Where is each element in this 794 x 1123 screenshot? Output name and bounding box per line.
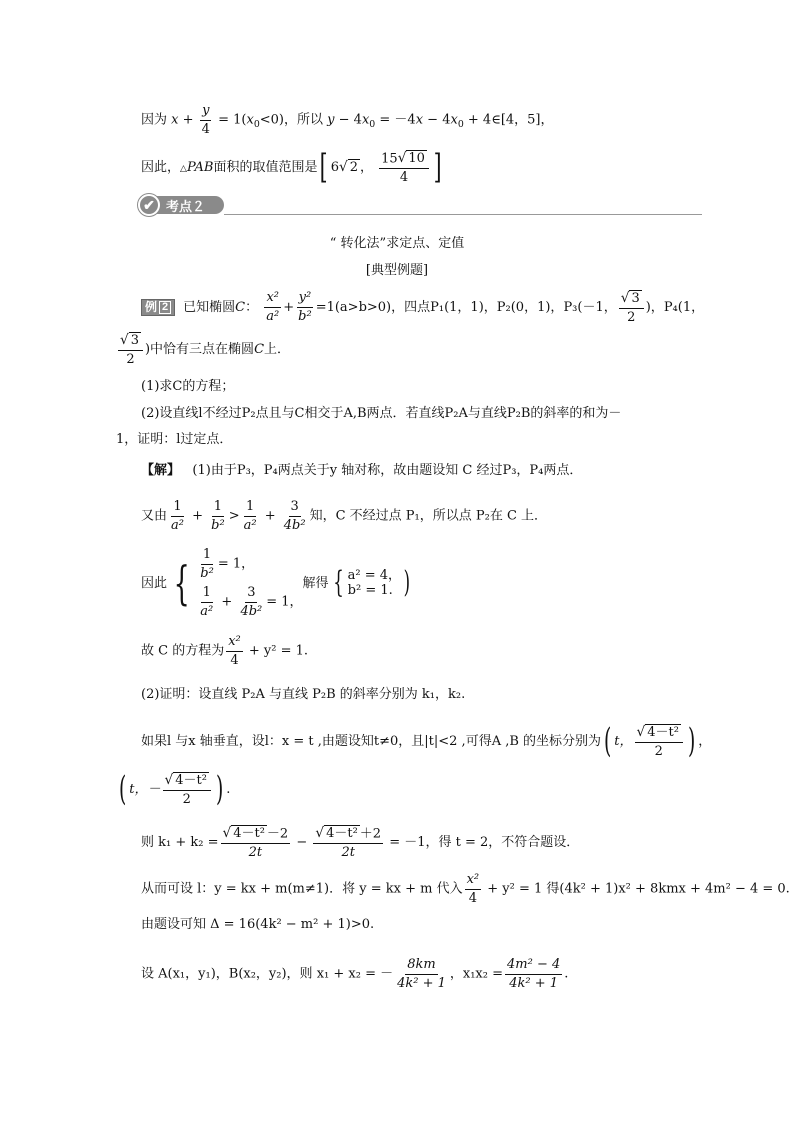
num: y²	[297, 291, 314, 308]
radicand: 4－t²	[233, 826, 265, 841]
num: 1	[201, 548, 213, 565]
text: P₁(1，1)，	[430, 299, 497, 315]
text: 因此	[141, 575, 168, 591]
divider	[224, 214, 702, 215]
solution-10: 由题设可知 Δ = 16(4k² − m² + 1)>0.	[141, 917, 375, 932]
fraction: √ 4－t² ＋2 2t	[315, 825, 382, 860]
fraction	[465, 873, 482, 905]
question-2a: (2)设直线l不经过P₂点且与C相交于A,B两点．若直线P₂A与直线P₂B的斜率的和为－	[141, 406, 622, 421]
radicand: 3	[130, 333, 139, 348]
var: x	[415, 112, 424, 128]
fraction: √ 3 2	[619, 290, 644, 325]
text: 如果l 与x 轴垂直，设l：x = t ,由题设知t≠0，且|t|<2 ,可得A ,B 的坐标分别为	[141, 733, 602, 749]
den: a²	[266, 308, 280, 324]
fraction: 15 √ 10 4	[379, 150, 429, 185]
sqrt: √ 2	[339, 158, 358, 176]
text: − 4	[423, 112, 451, 128]
var: x	[171, 112, 179, 128]
num: x²	[226, 635, 243, 652]
right-paren: )	[215, 769, 224, 810]
text: = 1(	[218, 112, 247, 128]
op: +	[283, 299, 295, 315]
solution-3	[141, 548, 413, 619]
den: 2t	[341, 844, 355, 860]
example-badge	[141, 299, 175, 316]
example-line	[141, 290, 704, 325]
text: (1)由于P₃，P₄两点关于y 轴对称，故由题设知 C 经过P₃，P₄两点．	[192, 463, 583, 478]
fraction: √ 4－t² －2 2t	[222, 825, 289, 860]
text: P₃(－1，	[563, 299, 617, 315]
text: )中恰有三点在椭圆	[144, 341, 255, 357]
num: 1	[244, 500, 256, 517]
badge-label: 考点２	[166, 198, 206, 214]
num: 1	[171, 500, 183, 517]
solution-2	[141, 500, 547, 532]
var: y	[327, 112, 335, 128]
radicand: 4－t²	[647, 725, 679, 740]
radicand: 4－t²	[326, 826, 358, 841]
fraction	[282, 500, 308, 532]
num-tail: ＋2	[359, 826, 382, 842]
radicand: 3	[631, 291, 640, 306]
den: 4k² + 1	[397, 975, 446, 991]
text: = 1，	[217, 556, 255, 572]
den: 4b²	[283, 517, 306, 533]
solution-6: 如果l 与x 轴垂直，设l：x = t ,由题设知t≠0，且|t|<2 ,可得A ,B 的坐标分别为( t， √ 4－t² 2 ) ，	[141, 721, 712, 762]
text: ，x₁x₂ =	[449, 966, 504, 982]
example-line-2	[116, 332, 290, 367]
comma: ，	[359, 159, 373, 175]
den: 2t	[248, 844, 263, 860]
line-1	[141, 104, 554, 136]
text: )，	[645, 299, 664, 315]
fraction	[169, 500, 186, 532]
text: − 4	[334, 112, 362, 128]
num: 15	[381, 151, 398, 167]
fraction	[395, 958, 448, 990]
text: 则 k₁ + k₂ =	[141, 834, 219, 850]
den: 4	[201, 121, 210, 137]
text: = －1，得 t = 2，不符合题设．	[385, 834, 580, 850]
question-1: (1)求C的方程；	[141, 379, 235, 394]
den: b²	[211, 517, 225, 533]
text: 因为	[141, 112, 168, 128]
num: x²	[465, 873, 482, 890]
left-bracket: [	[320, 147, 329, 188]
text: + y² = 1.	[244, 643, 309, 659]
text: t，－	[129, 781, 161, 797]
text: = －4	[375, 112, 416, 128]
left-brace: {	[332, 565, 344, 601]
den: 2	[126, 351, 135, 367]
text: + y² = 1 得(4k² + 1)x² + 8kmx + 4m² − 4 = 0.	[483, 881, 790, 897]
text: 知，C 不经过点 P₁，所以点 P₂在 C 上．	[309, 508, 548, 524]
left-paren: (	[604, 721, 612, 762]
solution-tag: 【解】	[141, 463, 181, 478]
op: +	[187, 508, 208, 524]
num: y	[200, 104, 211, 121]
var: PAB	[186, 159, 214, 175]
check-icon: ✔	[138, 194, 160, 216]
den: 4b²	[240, 603, 263, 619]
text: P₂(0，1)，	[496, 299, 564, 315]
solution-1	[141, 464, 582, 477]
den: a²	[171, 517, 184, 533]
den: 4	[399, 169, 409, 185]
var: C	[254, 341, 265, 357]
fraction	[242, 500, 259, 532]
left-brace: {	[173, 556, 190, 611]
text: 已知椭圆	[183, 299, 236, 315]
right-bracket: ]	[433, 147, 442, 188]
var: x	[246, 112, 254, 128]
question-2b: 1，证明：l过定点．	[116, 432, 233, 447]
fraction	[238, 586, 264, 618]
solution-7: ( t，－ √ 4－t² 2 ) .	[118, 769, 231, 810]
fraction: √ 4－t² 2	[635, 724, 683, 759]
fraction	[226, 635, 243, 667]
solution-9	[141, 873, 790, 905]
badge-text: 例	[145, 300, 158, 315]
text: 又由	[141, 508, 168, 524]
text: = 1，	[266, 594, 303, 610]
fraction	[200, 104, 212, 136]
solution-4	[141, 635, 308, 667]
den: 4k² + 1	[509, 975, 559, 991]
den: 2	[654, 743, 663, 759]
sub: 0	[369, 119, 376, 131]
solution-5: (2)证明：设直线 P₂A 与直线 P₂B 的斜率分别为 k₁，k₂.	[141, 687, 466, 702]
sub: 0	[457, 119, 464, 131]
right-paren: )	[687, 721, 696, 762]
fraction: √ 3 2	[118, 332, 143, 367]
text: P₄(1，	[663, 299, 705, 315]
text: 从而可设 l：y = kx + m(m≠1)．将 y = kx + m 代入	[141, 881, 463, 897]
section-badge	[140, 196, 224, 214]
text: + 4∈[4，5]，	[463, 112, 554, 128]
num: 4m² − 4	[505, 958, 562, 975]
fraction	[209, 500, 227, 532]
fraction	[198, 586, 215, 618]
num: 8km	[405, 958, 437, 975]
num: 3	[245, 586, 257, 603]
num-tail: －2	[266, 826, 289, 842]
var: C	[235, 299, 246, 315]
sub: 0	[253, 119, 260, 131]
text: 因此，	[141, 159, 181, 175]
var: x	[361, 112, 370, 128]
fraction	[264, 291, 281, 323]
op: +	[178, 112, 198, 128]
text: 解得	[302, 575, 329, 591]
radicand: 10	[408, 151, 425, 166]
solution-11	[141, 958, 568, 990]
radicand: 4－t²	[175, 773, 207, 788]
text: 上．	[264, 341, 291, 357]
line-2	[141, 147, 444, 188]
text: b² = 1.	[347, 583, 393, 599]
text: ：	[245, 299, 259, 315]
text: <0)，所以	[259, 112, 324, 128]
den: a²	[200, 603, 214, 619]
den: 4	[230, 652, 239, 668]
text: t，	[614, 733, 633, 749]
equation-system	[167, 548, 303, 619]
text: .	[564, 966, 569, 982]
den: b²	[200, 565, 214, 581]
op: +	[217, 594, 237, 610]
den: 2	[627, 309, 636, 325]
op: +	[260, 508, 280, 524]
text: 故 C 的方程为	[141, 643, 225, 659]
solution-8	[141, 825, 579, 860]
right-paren: )	[403, 565, 411, 601]
section-title: “ 转化法”求定点、定值	[329, 236, 465, 251]
den: 4	[468, 890, 477, 906]
num: 1	[201, 586, 213, 603]
num: 1	[212, 500, 224, 517]
result-system	[329, 565, 413, 601]
fraction	[296, 291, 314, 323]
left-paren: (	[118, 769, 127, 810]
text: =1(a>b>0)，四点	[315, 299, 431, 315]
radicand: 2	[349, 160, 358, 176]
text: a² = 4，	[347, 568, 402, 584]
fraction	[198, 548, 216, 580]
op: −	[292, 834, 312, 850]
text: 设 A(x₁，y₁)，B(x₂，y₂)，则 x₁ + x₂ = －	[141, 966, 394, 982]
badge-num: 2	[159, 301, 171, 314]
fraction: √ 4－t² 2	[163, 772, 211, 807]
den: b²	[298, 308, 312, 324]
op: >	[228, 508, 240, 524]
triangle-icon: △	[180, 163, 187, 174]
num: x²	[264, 291, 281, 308]
var: x	[450, 112, 458, 128]
num: 3	[289, 500, 301, 517]
fraction	[505, 958, 562, 990]
section-subtitle: [典型例题]	[365, 263, 429, 278]
den: a²	[243, 517, 257, 533]
text: 面积的取值范围是	[213, 159, 318, 175]
num: 6	[330, 159, 339, 175]
den: 2	[182, 791, 191, 807]
